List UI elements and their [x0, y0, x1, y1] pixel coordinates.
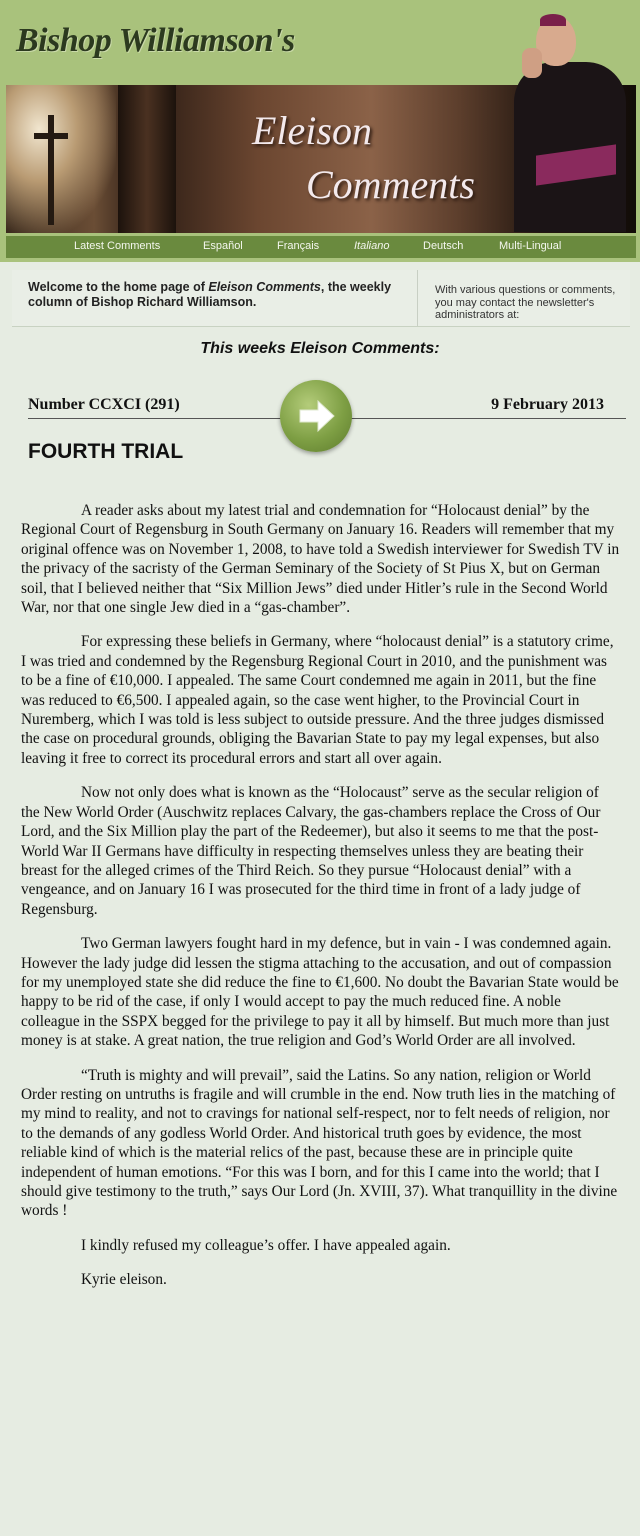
- article-body: [21, 501, 621, 1305]
- nav-multi-lingual[interactable]: Multi-Lingual: [499, 240, 562, 252]
- article-signoff: Kyrie eleison.: [81, 1271, 167, 1289]
- crucifix-icon: [48, 115, 54, 225]
- issue-number: Number CCXCI (291): [28, 396, 180, 413]
- bishop-zucchetto: [540, 14, 566, 26]
- main-nav: [6, 236, 636, 258]
- week-heading: This weeks Eleison Comments:: [200, 340, 440, 357]
- arrow-right-icon: [294, 394, 338, 438]
- article-title: FOURTH TRIAL: [28, 440, 184, 463]
- banner-title-comments: Comments: [306, 162, 475, 207]
- bishop-portrait: [510, 10, 630, 232]
- nav-espanol[interactable]: Español: [203, 240, 243, 252]
- site-header: [0, 0, 640, 262]
- site-logo[interactable]: Bishop Williamson's: [16, 22, 295, 59]
- welcome-suffix: , the weekly column of Bishop Richard Williamson.: [28, 280, 392, 309]
- welcome-divider: [417, 270, 418, 326]
- nav-francais[interactable]: Français: [277, 240, 320, 252]
- nav-italiano[interactable]: Italiano: [354, 240, 390, 252]
- article-paragraph: “Truth is mighty and will prevail”, said the Latins. So any nation, religion or World Order resting on untruths is fragile and will crumble in the end. Now truth lies in the matching of my mind to reality, and not to cravings for national self-respect, nor to felt needs of religion, nor to the demands of any godless World Order. And historical truth goes by evidence, the most reliable kind of which is the material relics of the past, because these are in principle quite independent of human emotions. “For this was I born, and for this I came into the world; that I should give testimony to the truth,” says Our Lord (Jn. XVIII, 37). What tranquillity in the divine words !: [21, 1066, 618, 1220]
- welcome-prefix: Welcome to the home page of: [28, 280, 209, 294]
- welcome-text: [28, 280, 408, 310]
- article-paragraph: I kindly refused my colleague’s offer. I have appealed again.: [81, 1236, 451, 1254]
- article-paragraph: Now not only does what is known as the “Holocaust” serve as the secular religion of the New World Order (Auschwitz replaces Calvary, the gas-chambers replace the Cross of Our Lord, and the Six Million play the part of the Redeemer), but also it seems to me that the post-World War II Germans have difficulty in respecting themselves unless they are beating their breast for the alleged crimes of the Third Reich. So they pursue “Holocaust denial” with a vengeance, and on January 16 I was prosecuted for the third time in front of a lady judge of Regensburg.: [21, 784, 601, 918]
- church-window-graphic: [6, 85, 116, 233]
- bishop-hand: [522, 48, 542, 78]
- nav-latest-comments[interactable]: Latest Comments: [74, 240, 161, 252]
- banner-title-eleison: Eleison: [252, 108, 372, 153]
- contact-text: With various questions or comments, you may contact the newsletter's administrators at:: [435, 284, 616, 321]
- issue-date: 9 February 2013: [491, 396, 604, 413]
- article-paragraph: Two German lawyers fought hard in my defence, but in vain - I was condemned again. However the lady judge did lessen the stigma attaching to the accusation, and out of compassion for my unemployed state she did reduce the fine to €1,600. No doubt the Bavarian State would be happy to be rid of the case, if only I would accept to pay the much reduced fine. A noble colleague in the SSPX begged for the privilege to pay it all by himself. But much more than just money is at stake. A great nation, the true religion and God’s World Order are all involved.: [21, 935, 619, 1050]
- welcome-italic: Eleison Comments: [208, 280, 321, 294]
- curtain-graphic: [118, 85, 176, 233]
- next-arrow-button[interactable]: [280, 380, 352, 452]
- welcome-box: [12, 270, 630, 327]
- crucifix-bar: [34, 133, 68, 139]
- article-paragraph: For expressing these beliefs in Germany, where “holocaust denial” is a statutory crime, I was tried and condemned by the Regensburg Regional Court in 2010, and the punishment was to be a fine of €10,000. I appealed. The same Court condemned me again in 2011, but the fine was reduced to €6,500. I appealed again, so the case went higher, to the Provincial Court in Nuremberg, which I was told is less subject to outside pressure. And the three judges dismissed the case on procedural grounds, obliging the Bavarian State to pay my legal expenses, but also leaving it free to correct its procedural errors and start all over again.: [21, 633, 614, 767]
- nav-deutsch[interactable]: Deutsch: [423, 240, 464, 252]
- article-paragraph: A reader asks about my latest trial and condemnation for “Holocaust denial” by the Regional Court of Regensburg in South Germany on January 16. Readers will remember that my original offence was on November 1, 2008, to have told a Swedish interviewer for Swedish TV in the privacy of the sacristy of the German Seminary of the Society of St Pius X, but on German soil, that I believed neither that “Six Million Jews” died under Hitler’s rule in the Second World War, nor that one single Jew died in a “gas-chamber”.: [21, 502, 620, 617]
